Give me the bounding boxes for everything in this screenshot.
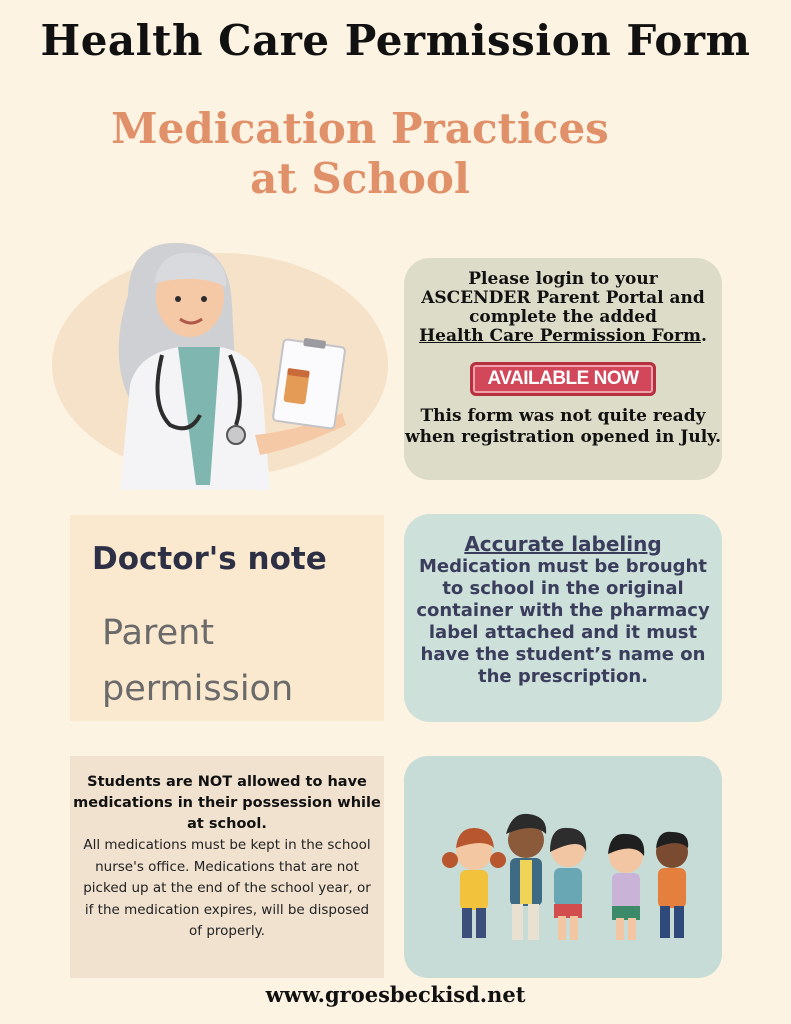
child-1 — [442, 828, 506, 938]
portal-login-instructions — [404, 270, 722, 346]
login-line-4 — [404, 327, 722, 346]
accurate-labeling-body: Medication must be brought to school in the original container with the pharmacy label attached and it must have the student’s name on the prescription. — [416, 556, 710, 687]
login-line-3: complete the added — [469, 307, 657, 327]
registration-note: This form was not quite ready when registration opened in July. — [405, 406, 721, 447]
page-title: Health Care Permission Form — [40, 16, 751, 65]
doctors-note-card — [70, 515, 384, 721]
medication-rules-bold: Students are NOT allowed to have medications in their possession while at school. — [73, 774, 381, 832]
medication-rules-body: All medications must be kept in the school nurse's office. Medications that are not picked up at the end of the school year, or if the medication expires, will be disposed of properly. — [83, 837, 371, 939]
available-now-button[interactable]: AVAILABLE NOW — [470, 362, 656, 396]
child-3 — [550, 828, 586, 940]
child-4 — [608, 834, 644, 940]
footer-website[interactable]: www.groesbeckisd.net — [265, 982, 526, 1007]
doctor-illustration — [50, 235, 390, 495]
child-2 — [506, 814, 546, 940]
portal-login-card — [404, 258, 722, 480]
child-5 — [656, 832, 688, 938]
doctors-note-title: Doctor's note — [92, 541, 327, 577]
medication-rules-card — [70, 756, 384, 978]
parent-permission-text: Parent permission — [102, 613, 294, 709]
accurate-labeling-card — [404, 514, 722, 722]
link-suffix: . — [700, 326, 707, 346]
children-card — [404, 756, 722, 978]
page-subtitle: Medication Practices at School — [111, 104, 609, 203]
login-line-1: Please login to your — [468, 269, 658, 289]
health-care-form-link[interactable]: Health Care Permission Form — [419, 326, 701, 346]
accurate-labeling-heading: Accurate labeling — [464, 532, 662, 556]
children-illustration — [404, 756, 722, 978]
login-line-2: ASCENDER Parent Portal and — [421, 288, 705, 308]
